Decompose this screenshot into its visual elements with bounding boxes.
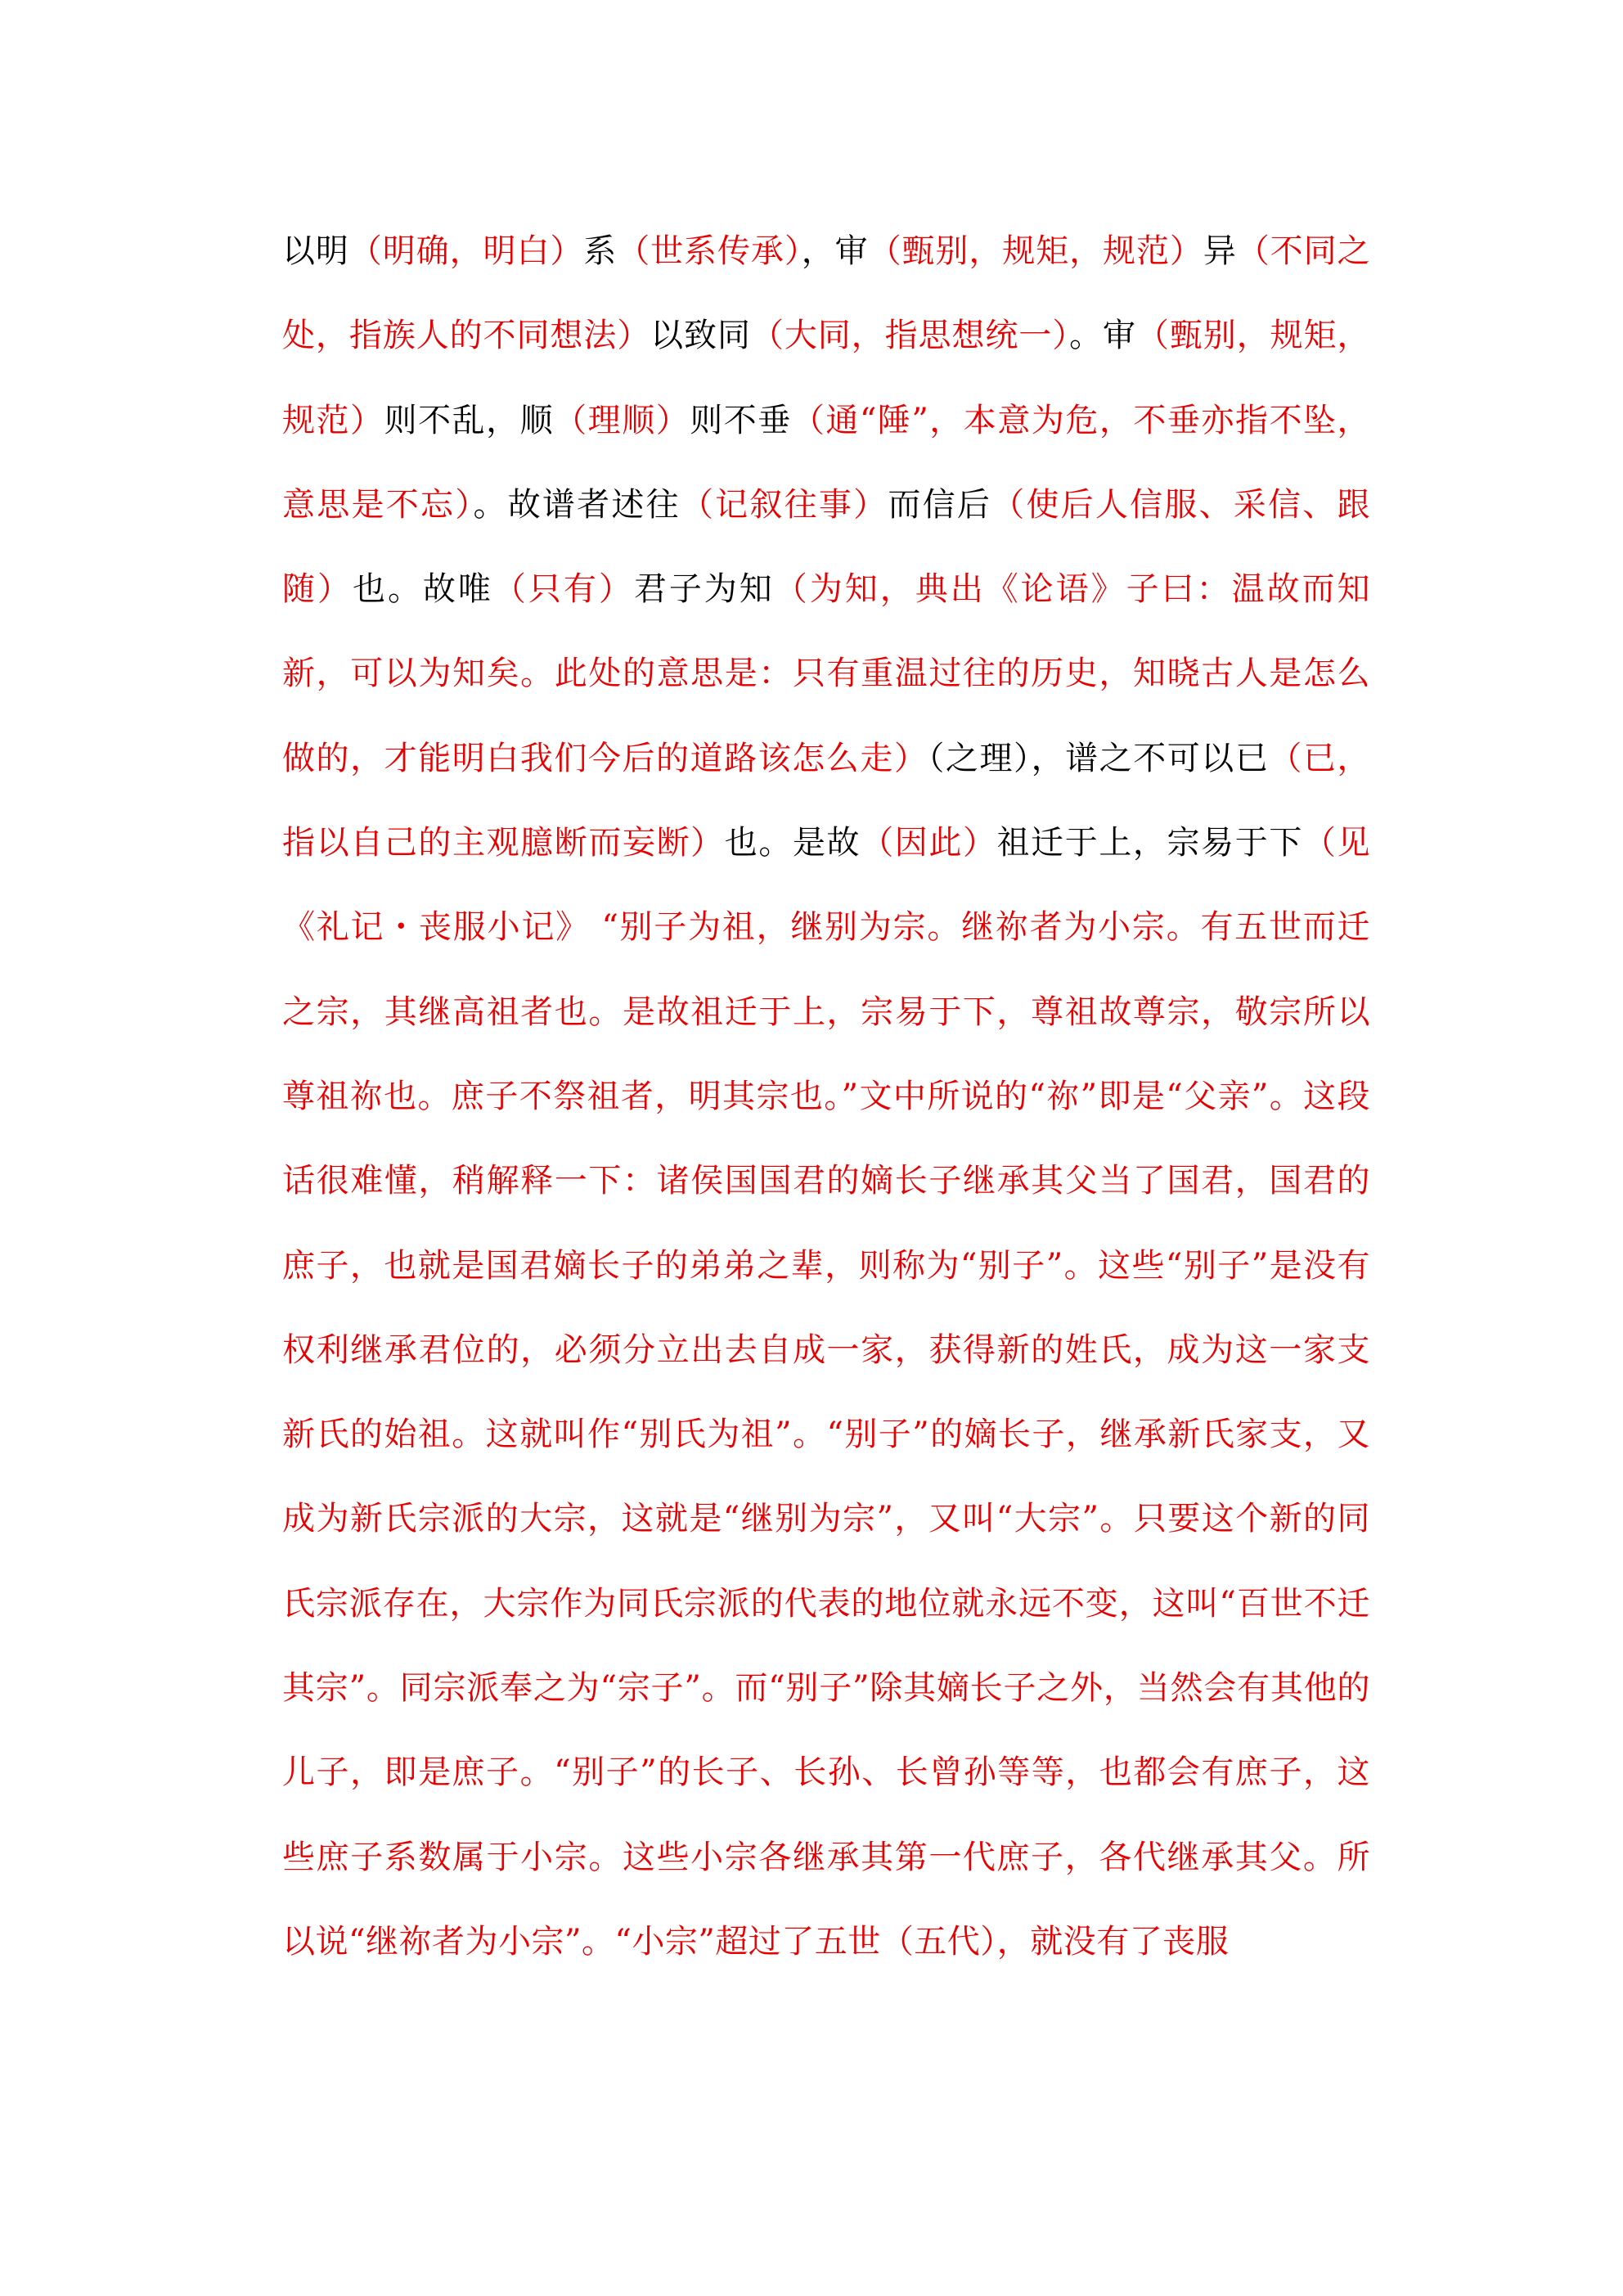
main-text: （之理），谱之不可以已 — [928, 739, 1270, 777]
main-text: 系 — [583, 232, 618, 270]
annotation-text: （通“陲”，本意为危，不垂亦指不坠，意思是不忘） — [282, 401, 1371, 524]
annotation-text: （明确，明白） — [348, 232, 584, 270]
document-body — [282, 209, 1370, 1984]
main-text: 以明 — [282, 232, 349, 270]
main-text: 而信后 — [888, 485, 992, 524]
annotation-text: （见《礼记・丧服小记》 “别子为祖，继别为宗。继祢者为小宗。有五世而迁之宗，其继高祖者也。是故祖迁于上，宗易于下，尊祖故尊宗，敬宗所以尊祖祢也。庶子不祭祖者，明其宗也。”文中所说的“祢”即是“父亲”。这段话很难懂，稍解释一下：诸侯国国君的嫡长子继承其父当了国君，国君的庶子，也就是国君嫡长子的弟弟之辈，则称为“别子”。这些“别子”是没有权利继承君位的，必须分立出去自成一家，获得新的姓氏，成为这一家支新氏的始祖。这就叫作“别氏为祖”。“别子”的嫡长子，继承新氏家支，又成为新氏宗派的大宗，这就是“继别为宗”，又叫“大宗”。只要这个新的同氏宗派存在，大宗作为同氏宗派的代表的地位就永远不变，这叫“百世不迁其宗”。同宗派奉之为“宗子”。而“别子”除其嫡长子之外，当然会有其他的儿子，即是庶子。“别子”的长子、长孙、长曾孙等等，也都会有庶子，这些庶子系数属于小宗。这些小宗各继承其第一代庶子，各代继承其父。所以说“继祢者为小宗”。“小宗”超过了五世（五代），就没有了丧服 — [282, 824, 1371, 1961]
main-text: 则不乱，顺 — [384, 401, 555, 439]
annotation-text: （使后人信服、采信、跟随） — [282, 485, 1371, 609]
main-text: 祖迁于上，宗易于下 — [996, 824, 1303, 862]
main-text: 也。是故 — [724, 824, 861, 862]
annotation-text: （已，指以自己的主观臆断而妄断） — [282, 739, 1370, 862]
annotation-text: （世系传承） — [617, 232, 802, 270]
annotation-text: （因此） — [861, 824, 997, 862]
annotation-text: （甄别，规矩，规范） — [282, 317, 1370, 439]
annotation-text: （理顺） — [554, 401, 690, 439]
main-text: 则不垂 — [690, 401, 792, 439]
main-text: 君子为知 — [633, 570, 775, 609]
main-text: 异 — [1203, 232, 1237, 270]
main-text: 。故谱者述往 — [473, 485, 681, 524]
annotation-text: （记叙往事） — [680, 485, 888, 524]
main-text: 。审 — [1069, 317, 1136, 355]
main-text: 以致同 — [650, 317, 751, 355]
annotation-text: （大同，指思想统一） — [750, 317, 1070, 355]
main-text: ，审 — [801, 232, 869, 270]
annotation-text: （只有） — [492, 570, 634, 609]
annotation-text: （不同之处，指族人的不同想法） — [282, 232, 1370, 355]
main-text: 也。故唯 — [352, 570, 493, 609]
annotation-text: （甄别，规矩，规范） — [868, 232, 1203, 270]
annotation-text: （为知，典出《论语》子曰：温故而知新，可以为知矣。此处的意思是：只有重温过往的历史，知晓古人是怎么做的，才能明白我们今后的道路该怎么走） — [282, 570, 1371, 777]
